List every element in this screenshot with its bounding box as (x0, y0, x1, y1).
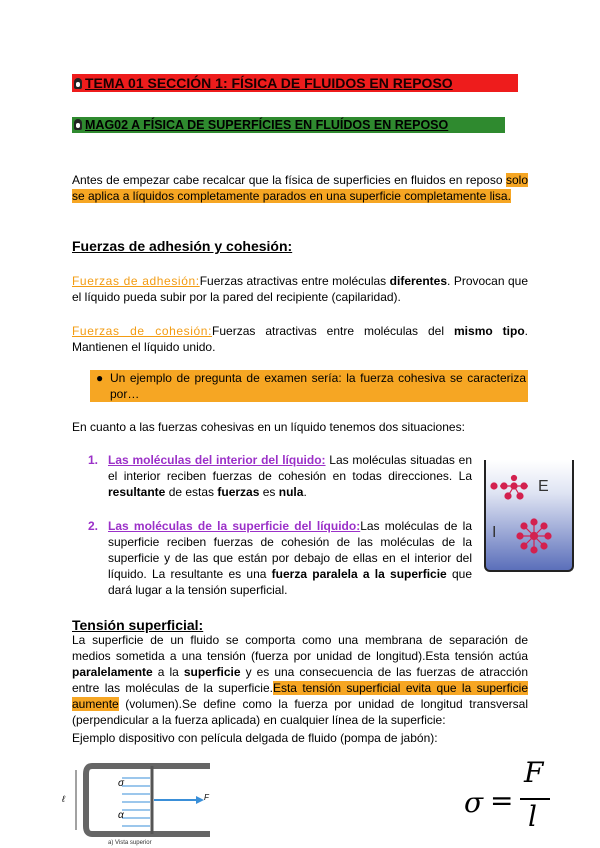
surface-label: E (538, 478, 549, 495)
tux-icon (74, 119, 82, 130)
exam-bullet: ● Un ejemplo de pregunta de examen sería: la fuerza cohesiva se caracteriza por… (90, 370, 528, 402)
subsection-title: MAG02 A FÍSICA DE SUPERFÍCIES EN FLUÍDOS EN REPOSO (72, 117, 505, 133)
film-device-figure (72, 762, 232, 848)
adhesion-paragraph: Fuerzas de adhesión:Fuerzas atractivas entre moléculas diferentes. Provocan que el líquido pueda subir por la pared del recipiente (capilaridad). (72, 274, 529, 304)
situations-intro: En cuanto a las fuerzas cohesivas en un líquido tenemos dos situaciones: (72, 420, 465, 434)
intro-paragraph: Antes de empezar cabe recalcar que la física de superficies en fluidos en reposo solo se aplica a líquidos completamente parados en una superficie completamente lisa. (72, 173, 528, 203)
bullet-icon: ● (96, 371, 104, 385)
force-figure-label: F (204, 793, 209, 802)
interior-label: I (492, 524, 497, 541)
molecules-diagram (484, 470, 574, 570)
example-line: Ejemplo dispositivo con película delgada de fluido (pompa de jabón): (72, 731, 438, 745)
list-item: 1. Las moléculas del interior del líquido: Las moléculas situadas en el interior reciben fuerzas de cohesión en todas direcciones. La resultante de estas fuerzas es nula. (88, 453, 473, 499)
figure-caption: a) Vista superior (108, 840, 152, 846)
alpha-figure-label: α (118, 810, 124, 821)
intro-highlight: solo se aplica a líquidos completamente parados en una superficie completamente lisa. (72, 173, 528, 203)
list-item: 2. Las moléculas de la superficie del líquido:Las moléculas de la superficie reciben fuerzas de cohesión de las moléculas de la superficie y de las que están por debajo de ellas en el interior del líquido. La resultante es una fuerza paralela a la superficie que dará lugar a la tensión superficial. (88, 519, 473, 597)
cohesion-heading: Fuerzas de adhesión y cohesión: (72, 238, 293, 254)
tension-paragraph: La superficie de un fluido se comporta como una membrana de separación de medios sometida a una tensión (fuerza por unidad de longitud).Esta tensión actúa paralelamente a la superficie y es una consecuencia de las fuerzas de atracción entre las moléculas de la superficie.Esta tensión superficial evita que la superficie aumente (volumen).Se define como la fuerza por unidad de longitud transversal (perpendicular a la fuerza aplicada) en cualquier línea de la superficie: (72, 633, 529, 727)
tux-icon (74, 78, 82, 89)
sigma-figure-label: σ (118, 778, 125, 789)
length-figure-label: ℓ (62, 794, 65, 804)
tension-heading: Tensión superficial: (72, 617, 204, 633)
tension-formula: σ = F l (464, 760, 554, 830)
section-title: TEMA 01 SECCIÓN 1: FÍSICA DE FLUIDOS EN REPOSO (72, 74, 518, 92)
cohesion-paragraph: Fuerzas de cohesión:Fuerzas atractivas entre moléculas del mismo tipo. Mantienen el líquido unido. (72, 324, 529, 354)
